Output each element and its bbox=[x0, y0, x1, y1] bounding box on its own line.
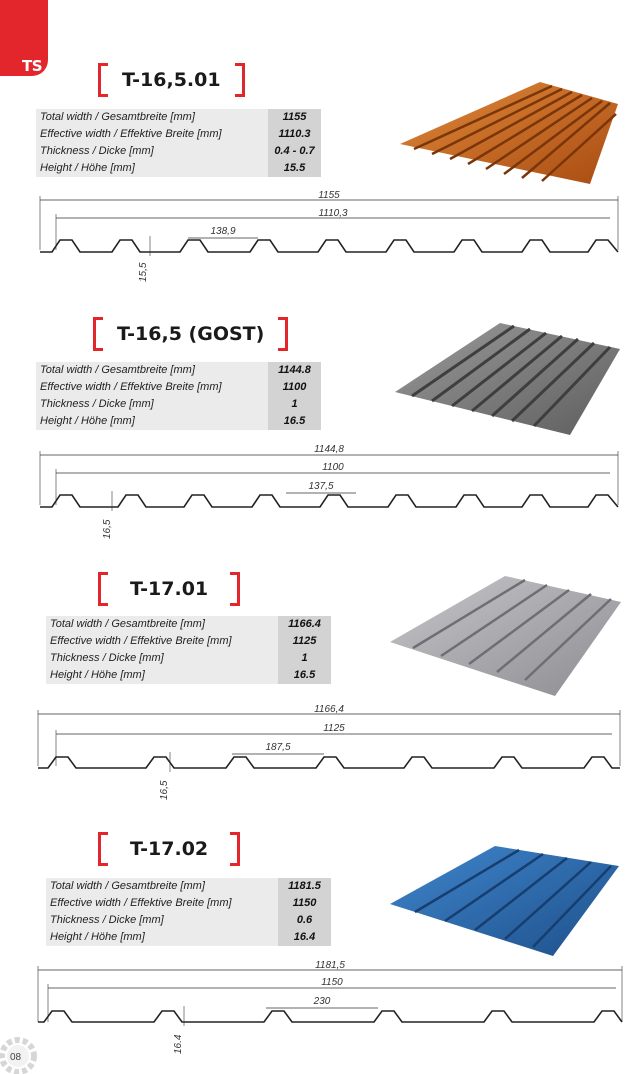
sheet-photo bbox=[385, 842, 625, 962]
spec-label: Thickness / Dicke [mm] bbox=[36, 143, 268, 160]
spec-table bbox=[36, 109, 321, 177]
dim-effective-width: 1100 bbox=[322, 462, 344, 473]
spec-row bbox=[46, 633, 331, 650]
spec-label: Effective width / Effektive Breite [mm] bbox=[46, 895, 278, 912]
spec-value: 15.5 bbox=[268, 160, 321, 177]
dim-effective-width: 1110,3 bbox=[318, 208, 348, 219]
product-section-1 bbox=[0, 0, 634, 282]
spec-table bbox=[46, 878, 331, 946]
product-name: T-16,5.01 bbox=[122, 69, 221, 91]
spec-row bbox=[36, 362, 321, 379]
product-section-3 bbox=[0, 510, 634, 800]
spec-label: Total width / Gesamtbreite [mm] bbox=[36, 362, 268, 379]
spec-value: 1166.4 bbox=[278, 616, 331, 633]
spec-row bbox=[46, 878, 331, 895]
brand-tab-label: TS bbox=[22, 57, 43, 75]
spec-row bbox=[36, 160, 321, 177]
spec-label: Total width / Gesamtbreite [mm] bbox=[46, 878, 278, 895]
sheet-photo bbox=[385, 572, 625, 702]
spec-label: Thickness / Dicke [mm] bbox=[46, 650, 278, 667]
dim-pitch: 137,5 bbox=[308, 481, 334, 492]
spec-label: Height / Höhe [mm] bbox=[36, 160, 268, 177]
spec-value: 1144.8 bbox=[268, 362, 321, 379]
title-bracket bbox=[98, 572, 108, 606]
sheet-photo bbox=[390, 74, 625, 194]
spec-label: Height / Höhe [mm] bbox=[36, 413, 268, 430]
spec-value: 1181.5 bbox=[278, 878, 331, 895]
spec-row bbox=[46, 667, 331, 684]
spec-value: 1150 bbox=[278, 895, 331, 912]
spec-row bbox=[36, 109, 321, 126]
spec-row bbox=[46, 650, 331, 667]
product-title bbox=[93, 317, 288, 351]
spec-label: Effective width / Effektive Breite [mm] bbox=[36, 126, 268, 143]
spec-label: Total width / Gesamtbreite [mm] bbox=[46, 616, 278, 633]
spec-label: Height / Höhe [mm] bbox=[46, 667, 278, 684]
dim-pitch: 138,9 bbox=[210, 226, 236, 237]
product-title bbox=[98, 832, 240, 866]
spec-label: Thickness / Dicke [mm] bbox=[46, 912, 278, 929]
spec-value: 1155 bbox=[268, 109, 321, 126]
spec-value: 0.4 - 0.7 bbox=[268, 143, 321, 160]
spec-table bbox=[46, 616, 331, 684]
spec-value: 0.6 bbox=[278, 912, 331, 929]
spec-value: 1 bbox=[268, 396, 321, 413]
dim-total-width: 1181,5 bbox=[315, 960, 345, 971]
product-name: T-17.01 bbox=[130, 578, 209, 600]
dim-pitch: 230 bbox=[313, 996, 331, 1007]
spec-label: Effective width / Effektive Breite [mm] bbox=[46, 633, 278, 650]
spec-label: Effective width / Effektive Breite [mm] bbox=[36, 379, 268, 396]
spec-row bbox=[36, 396, 321, 413]
title-bracket bbox=[93, 317, 103, 351]
spec-label: Total width / Gesamtbreite [mm] bbox=[36, 109, 268, 126]
spec-row bbox=[36, 143, 321, 160]
dim-pitch: 187,5 bbox=[265, 742, 291, 753]
spec-value: 1 bbox=[278, 650, 331, 667]
spec-value: 16.5 bbox=[268, 413, 321, 430]
page-number: 08 bbox=[10, 1052, 22, 1063]
spec-table bbox=[36, 362, 321, 430]
page-number-badge bbox=[0, 1030, 40, 1074]
spec-row bbox=[46, 912, 331, 929]
title-bracket bbox=[230, 572, 240, 606]
title-bracket bbox=[235, 63, 245, 97]
spec-value: 1110.3 bbox=[268, 126, 321, 143]
spec-row bbox=[46, 616, 331, 633]
product-title bbox=[98, 572, 240, 606]
title-bracket bbox=[230, 832, 240, 866]
dim-total-width: 1144,8 bbox=[314, 444, 344, 455]
spec-row bbox=[46, 895, 331, 912]
title-bracket bbox=[98, 63, 108, 97]
product-title bbox=[98, 63, 245, 97]
dim-total-width: 1155 bbox=[318, 190, 340, 201]
sheet-photo bbox=[390, 317, 625, 442]
spec-value: 1125 bbox=[278, 633, 331, 650]
profile-diagram bbox=[0, 958, 634, 1058]
spec-row bbox=[36, 126, 321, 143]
spec-row bbox=[46, 929, 331, 946]
dim-height: 15,5 bbox=[138, 262, 149, 282]
spec-row bbox=[36, 379, 321, 396]
dim-height: 16.4 bbox=[173, 1034, 184, 1054]
product-name: T-16,5 (GOST) bbox=[117, 323, 265, 345]
dim-height: 16,5 bbox=[102, 519, 113, 539]
spec-value: 1100 bbox=[268, 379, 321, 396]
spec-label: Thickness / Dicke [mm] bbox=[36, 396, 268, 413]
dim-total-width: 1166,4 bbox=[314, 704, 344, 715]
spec-label: Height / Höhe [mm] bbox=[46, 929, 278, 946]
title-bracket bbox=[278, 317, 288, 351]
title-bracket bbox=[98, 832, 108, 866]
spec-value: 16.5 bbox=[278, 667, 331, 684]
dim-height: 16,5 bbox=[159, 780, 170, 800]
spec-value: 16.4 bbox=[278, 929, 331, 946]
product-name: T-17.02 bbox=[130, 838, 209, 860]
product-section-2 bbox=[0, 255, 634, 539]
dim-effective-width: 1125 bbox=[323, 723, 345, 734]
product-section-4 bbox=[0, 770, 634, 1054]
spec-row bbox=[36, 413, 321, 430]
dim-effective-width: 1150 bbox=[321, 977, 343, 988]
